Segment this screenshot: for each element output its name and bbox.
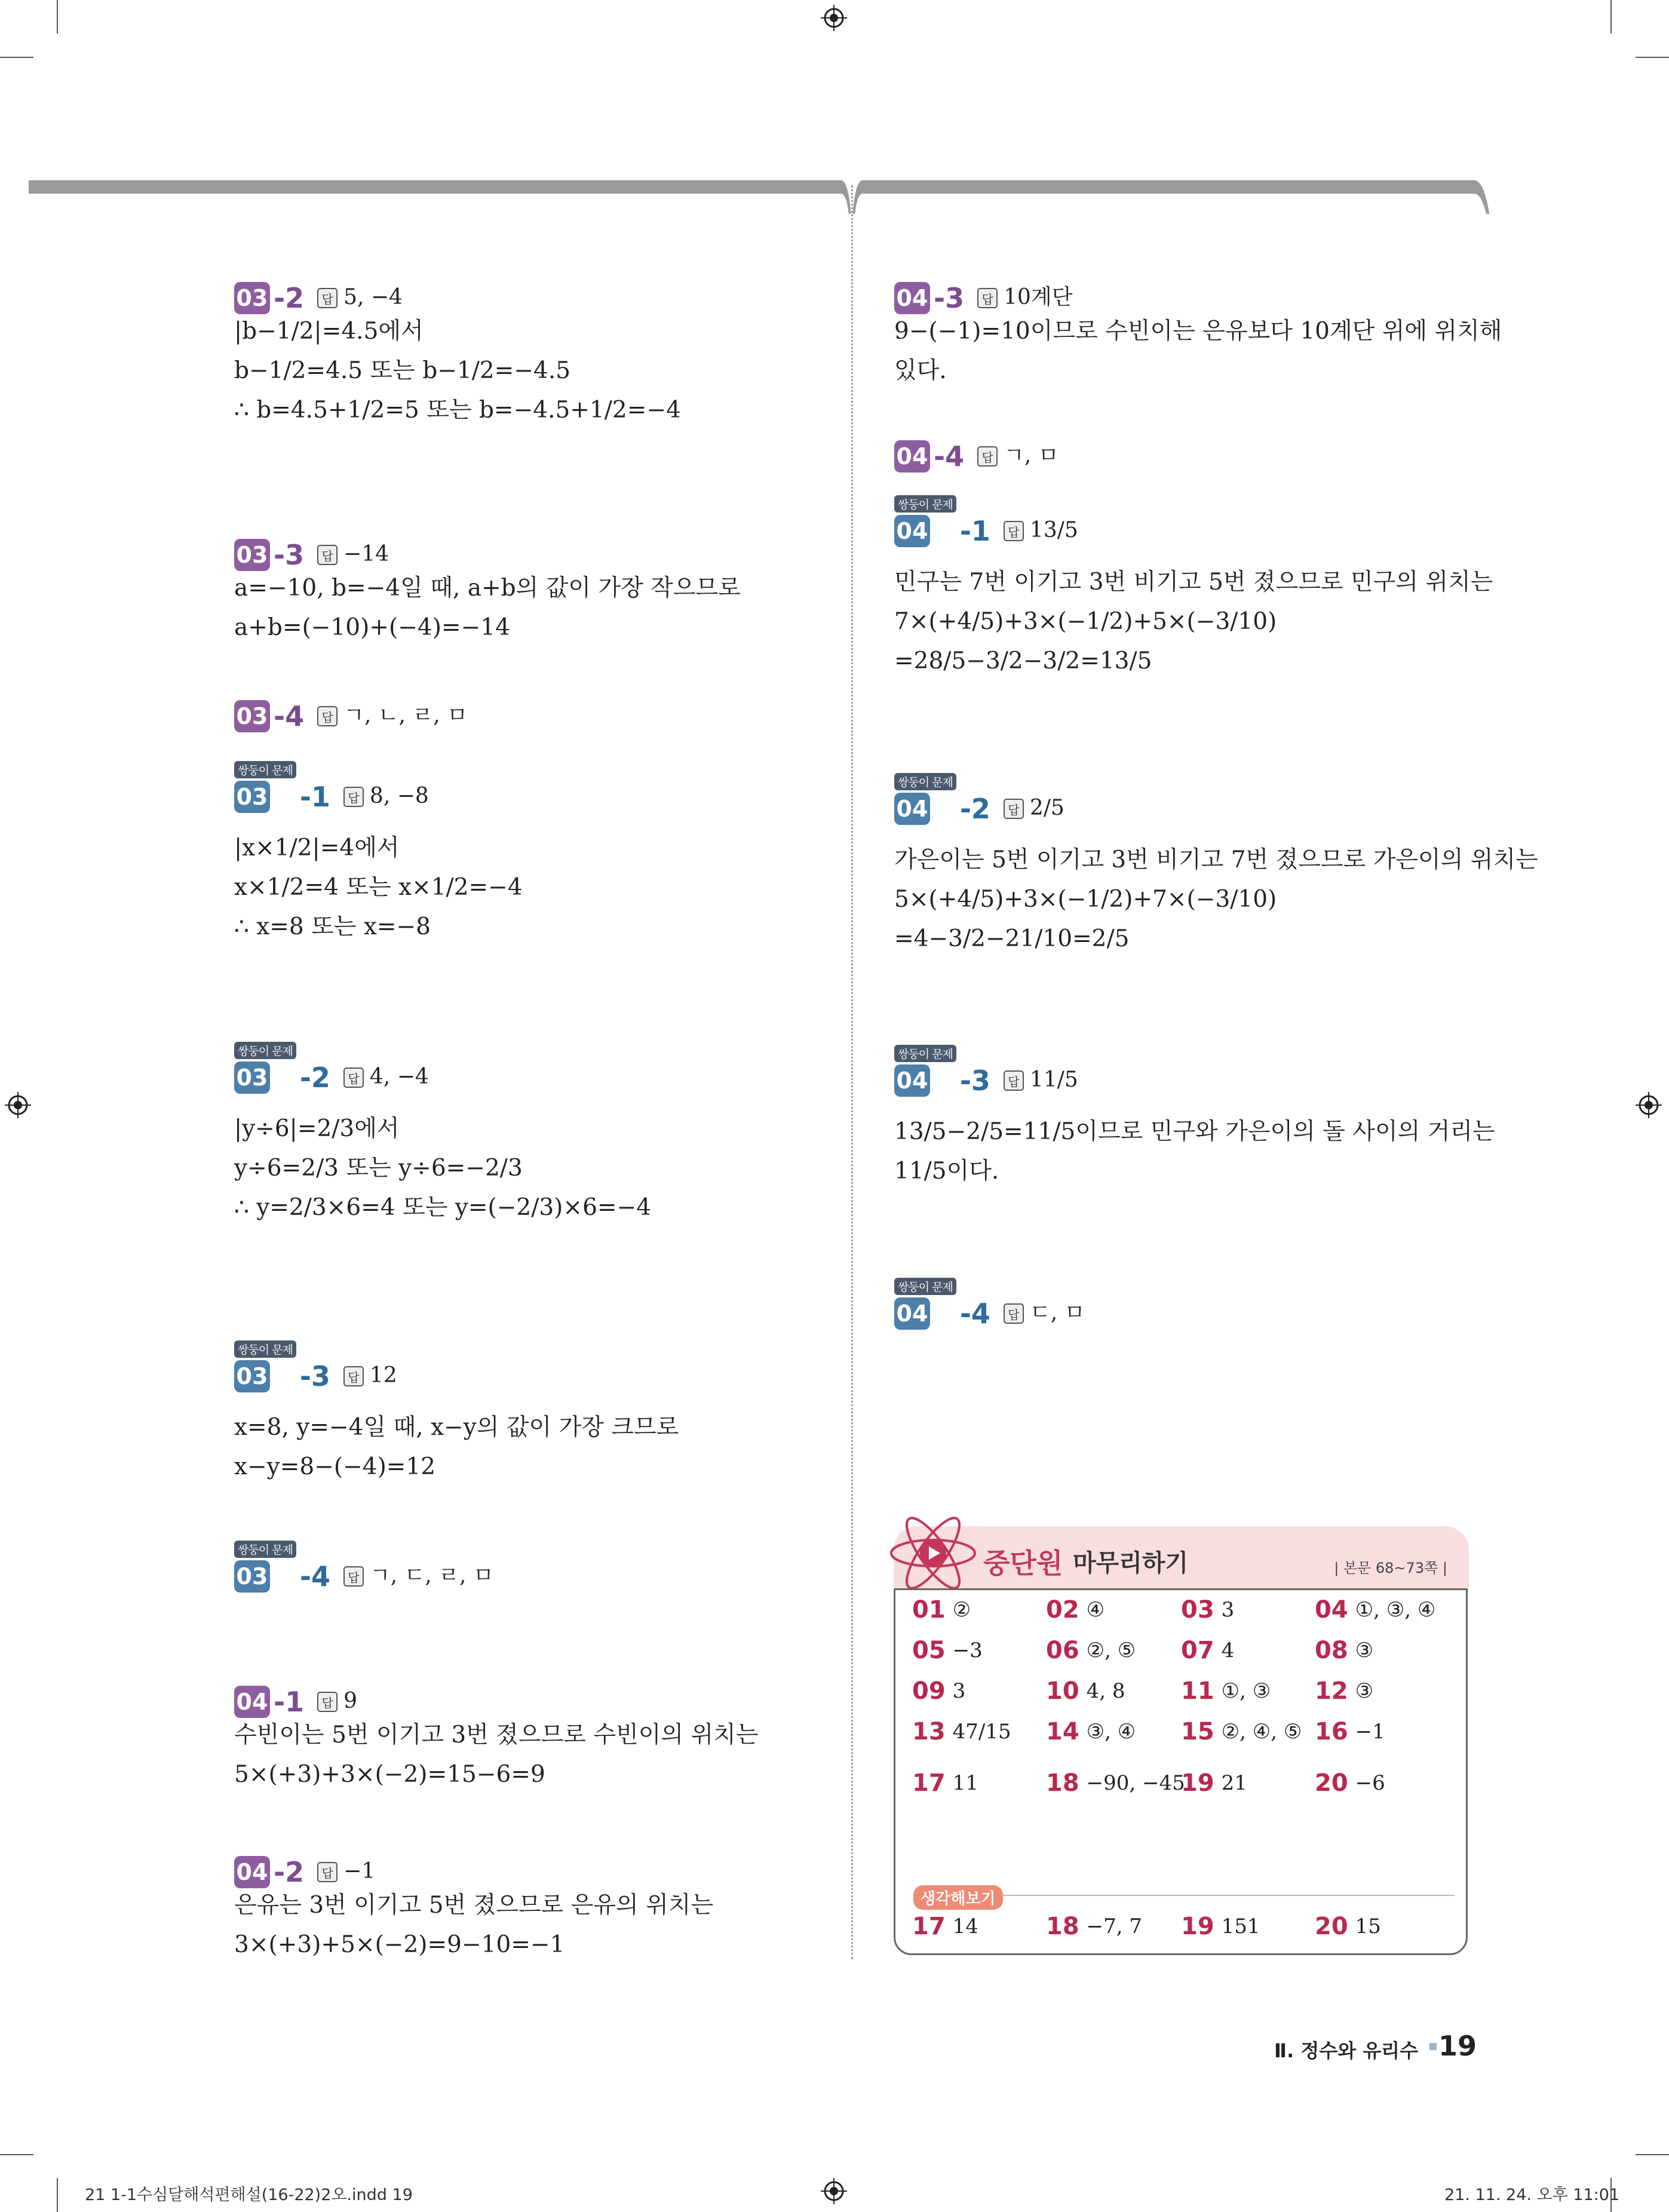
problem-number: 03 [234,1360,270,1392]
summary-item-answer: 4 [1221,1639,1235,1662]
problem-badge [894,282,930,314]
solution-line: 민구는 7번 이기고 3번 비기고 5번 졌으므로 민구의 위치는 [894,569,1493,596]
summary-item [1181,1637,1234,1664]
twin-problem-tag: 쌍둥이 문제 [894,1045,956,1062]
think-item-answer: −7, 7 [1086,1915,1143,1938]
summary-item [1315,1596,1435,1624]
crop-mark [1610,0,1612,33]
problem-number: 03 [234,1061,270,1094]
problem-header [234,1343,397,1392]
problem-number: 04 [894,1297,930,1330]
problem-subnumber: -3 [299,1360,330,1392]
problem-badge [894,1278,956,1330]
problem-number: 04 [894,282,930,314]
summary-item [912,1596,971,1624]
summary-title-a: 중단원 [983,1547,1063,1579]
problem-subnumber: -1 [959,515,990,547]
summary-item [912,1769,978,1797]
crop-mark [1636,2154,1669,2155]
problem-header [894,776,1064,825]
twin-problem-tag: 쌍둥이 문제 [234,1541,296,1558]
problem-header [234,269,403,314]
problem-badge [234,1856,270,1888]
solution-line: y÷6=2/3 또는 y÷6=−2/3 [234,1155,523,1182]
think-item [1315,1913,1381,1940]
solution-line: 9−(−1)=10이므로 수빈이는 은유보다 10계단 위에 위치해 [894,318,1502,345]
problem-number: 04 [894,793,930,825]
answer-text: 8, −8 [369,784,429,808]
summary-item-number: 06 [1046,1637,1079,1664]
summary-item-answer: ② [952,1598,971,1622]
column-divider [851,185,853,1959]
solution-line: 13/5−2/5=11/5이므로 민구와 가은이의 돌 사이의 거리는 [894,1118,1495,1145]
problem-badge [234,700,270,732]
problem-number: 04 [234,1856,270,1888]
problem-subnumber: -3 [959,1064,990,1097]
summary-item-number: 13 [912,1718,946,1745]
twin-problem-tag: 쌍둥이 문제 [894,495,956,513]
problem-subnumber: -2 [274,282,305,314]
solution-line: ∴ b=4.5+1/2=5 또는 b=−4.5+1/2=−4 [234,397,681,424]
solution-line: b−1/2=4.5 또는 b−1/2=−4.5 [234,357,571,384]
answer-text: −1 [343,1859,376,1883]
summary-item [1046,1677,1125,1705]
answer-icon: 답 [1004,521,1024,541]
answer-icon: 답 [317,1862,338,1882]
solution-line: x−y=8−(−4)=12 [234,1453,436,1480]
slug-timestamp: 21. 11. 24. 오후 11:01 [1444,2186,1620,2204]
chapter-title: Ⅱ. 정수와 유리수 [1274,2039,1418,2062]
summary-item-number: 07 [1181,1637,1214,1664]
crop-mark [57,0,58,33]
summary-item-answer: −1 [1355,1720,1385,1744]
twin-problem-tag: 쌍둥이 문제 [234,1340,296,1358]
problem-badge [894,773,956,825]
summary-item-answer: ②, ④, ⑤ [1221,1720,1302,1744]
problem-number: 04 [894,1064,930,1097]
summary-item-number: 15 [1181,1718,1214,1745]
problem-subnumber: -1 [274,1686,305,1718]
answer-icon: 답 [343,1067,364,1088]
answer-icon: 답 [343,1566,364,1587]
summary-reference: | 본문 68~73쪽 | [1334,1560,1447,1576]
answer-text: 11/5 [1029,1067,1078,1092]
think-item-answer: 15 [1355,1915,1381,1938]
answer-text: 5, −4 [343,285,403,309]
problem-number: 04 [234,1686,270,1718]
summary-item [1181,1596,1234,1624]
problem-badge [894,495,956,547]
crop-mark [0,2154,33,2155]
summary-item-answer: ①, ③ [1221,1679,1271,1703]
summary-item-number: 12 [1315,1677,1348,1705]
summary-item-answer: ④ [1086,1598,1105,1622]
problem-number: 03 [234,539,270,571]
summary-item-number: 10 [1046,1677,1079,1705]
summary-item [1315,1769,1385,1797]
problem-number: 04 [894,515,930,547]
solution-line: ∴ y=2/3×6=4 또는 y=(−2/3)×6=−4 [234,1194,652,1221]
problem-header [234,687,468,732]
answer-icon: 답 [977,288,998,308]
solution-line: 11/5이다. [894,1158,999,1185]
problem-header [234,1673,357,1718]
solution-line: x×1/2=4 또는 x×1/2=−4 [234,874,523,901]
summary-item-answer: −3 [952,1639,983,1662]
answer-icon: 답 [343,1366,364,1386]
summary-item-answer: 3 [952,1679,966,1703]
summary-title-b: 마무리하기 [1073,1550,1189,1577]
summary-item-number: 19 [1181,1769,1214,1797]
summary-item-answer: ③, ④ [1086,1720,1136,1744]
summary-item-answer: 4, 8 [1086,1679,1125,1703]
solution-line: a=−10, b=−4일 때, a+b의 값이 가장 작으므로 [234,575,741,602]
think-item [912,1913,978,1940]
answer-text: ㄱ, ㅁ [1004,443,1059,468]
summary-item [912,1637,983,1664]
answer-text: ㄷ, ㅁ [1029,1300,1085,1325]
answer-text: 12 [369,1363,397,1388]
summary-item-answer: ③ [1355,1679,1374,1703]
problem-number: 03 [234,781,270,813]
summary-item [1046,1637,1136,1664]
summary-item [912,1677,965,1705]
answer-icon: 답 [343,787,364,807]
summary-item [1315,1637,1373,1664]
solution-line: a+b=(−10)+(−4)=−14 [234,614,510,641]
solution-line: 5×(+4/5)+3×(−1/2)+7×(−3/10) [894,886,1277,913]
problem-header [894,1281,1085,1330]
problem-subnumber: -2 [959,793,990,825]
think-item-answer: 14 [952,1915,978,1938]
problem-header [234,1544,494,1593]
page-frame-line [29,178,1498,214]
crop-mark [0,57,33,58]
registration-mark-icon [5,1092,31,1118]
problem-subnumber: -4 [299,1560,330,1593]
summary-item [1181,1718,1302,1745]
twin-problem-tag: 쌍둥이 문제 [894,773,956,790]
summary-answers [894,1588,1468,1955]
summary-item [1181,1769,1247,1797]
answer-icon: 답 [317,706,338,726]
answer-icon: 답 [1004,1303,1024,1324]
problem-number: 04 [894,440,930,473]
summary-item-number: 04 [1315,1596,1348,1624]
problem-badge [234,539,270,571]
answer-icon: 답 [317,1692,338,1712]
summary-box [894,1526,1469,1954]
problem-subnumber: -1 [299,781,330,813]
summary-item-answer: ①, ③, ④ [1355,1598,1436,1622]
problem-badge [234,1340,296,1392]
solution-line: |x×1/2|=4에서 [234,835,400,861]
problem-badge [234,1541,296,1593]
solution-line: =28/5−3/2−3/2=13/5 [894,648,1152,674]
twin-problem-tag: 쌍둥이 문제 [234,1042,296,1059]
summary-item-number: 02 [1046,1596,1079,1624]
summary-item-number: 18 [1046,1769,1079,1797]
summary-item-answer: 11 [952,1771,978,1795]
answer-icon: 답 [977,446,998,467]
think-label: 생각해보기 [913,1885,1003,1910]
problem-header [894,498,1078,547]
slug-filename: 21 1-1수심달해석편해설(16-22)2오.indd 19 [85,2186,413,2204]
summary-item-number: 09 [912,1677,946,1705]
answer-text: 10계단 [1004,285,1073,309]
summary-item-answer: −90, −45 [1086,1771,1185,1795]
problem-subnumber: -2 [299,1061,330,1094]
summary-item [1046,1769,1185,1797]
summary-item-answer: 47/15 [952,1720,1011,1744]
summary-item-number: 03 [1181,1596,1214,1624]
summary-item-number: 16 [1315,1718,1348,1745]
problem-header [894,427,1059,473]
think-item-number: 19 [1181,1913,1214,1940]
think-item-number: 17 [912,1913,946,1940]
problem-header [894,1048,1078,1097]
summary-item [1046,1718,1136,1745]
twin-problem-tag: 쌍둥이 문제 [894,1278,956,1295]
summary-item-answer: 3 [1221,1598,1235,1622]
problem-badge [894,1045,956,1097]
problem-badge [894,440,930,473]
think-item-answer: 151 [1221,1915,1260,1938]
think-item-number: 20 [1315,1913,1348,1940]
solution-line: ∴ x=8 또는 x=−8 [234,913,431,940]
think-divider [1001,1895,1455,1896]
problem-badge [234,761,296,813]
solution-line: 있다. [894,357,947,384]
page-number: 19 [1438,2030,1477,2062]
solution-line: |b−1/2|=4.5에서 [234,318,424,345]
summary-item-number: 05 [912,1637,946,1664]
summary-item-number: 11 [1181,1677,1214,1705]
problem-subnumber: -2 [274,1856,305,1888]
registration-mark-icon [821,2178,847,2204]
summary-item-answer: ③ [1355,1639,1374,1662]
crop-mark [57,2178,58,2212]
registration-mark-icon [1636,1092,1662,1118]
summary-item [1315,1718,1385,1745]
summary-item-number: 01 [912,1596,946,1624]
problem-header [234,526,389,571]
summary-item-answer: −6 [1355,1771,1385,1795]
solution-line: 수빈이는 5번 이기고 3번 졌으므로 수빈이의 위치는 [234,1722,759,1748]
problem-header [894,269,1072,314]
atom-icon [885,1514,981,1592]
problem-subnumber: -4 [274,700,305,732]
answer-icon: 답 [317,288,338,308]
summary-item-number: 20 [1315,1769,1348,1797]
problem-badge [234,282,270,314]
problem-number: 03 [234,700,270,732]
answer-icon: 답 [317,545,338,565]
crop-mark [1636,57,1669,58]
solution-line: |y÷6|=2/3에서 [234,1115,400,1142]
summary-item [912,1718,1011,1745]
registration-mark-icon [821,5,847,31]
problem-header [234,1045,429,1094]
answer-icon: 답 [1004,1070,1024,1091]
answer-text: −14 [343,542,389,566]
solution-line: =4−3/2−21/10=2/5 [894,925,1130,952]
solution-line: 가은이는 5번 이기고 3번 비기고 7번 졌으므로 가은이의 위치는 [894,846,1538,873]
summary-item-number: 17 [912,1769,946,1797]
answer-text: 9 [343,1689,358,1713]
problem-badge [234,1042,296,1094]
solution-line: 5×(+3)+3×(−2)=15−6=9 [234,1761,545,1788]
answer-text: 4, −4 [369,1064,429,1089]
twin-problem-tag: 쌍둥이 문제 [234,761,296,778]
answer-text: 13/5 [1029,518,1078,542]
summary-item-answer: ②, ⑤ [1086,1639,1136,1662]
problem-number: 03 [234,282,270,314]
problem-header [234,764,429,813]
solution-line: x=8, y=−4일 때, x−y의 값이 가장 크므로 [234,1414,679,1441]
summary-header [894,1526,1469,1592]
think-item [1046,1913,1142,1940]
problem-number: 03 [234,1560,270,1593]
summary-item [1046,1596,1105,1624]
summary-item-number: 14 [1046,1718,1079,1745]
answer-text: 2/5 [1029,796,1064,820]
solution-line: 은유는 3번 이기고 5번 졌으므로 은유의 위치는 [234,1892,714,1919]
solution-line: 7×(+4/5)+3×(−1/2)+5×(−3/10) [894,608,1277,635]
problem-subnumber: -4 [934,440,965,473]
summary-item [1315,1677,1373,1705]
problem-header [234,1843,375,1888]
answer-text: ㄱ, ㄴ, ㄹ, ㅁ [343,703,468,728]
problem-subnumber: -3 [274,539,305,571]
problem-subnumber: -4 [959,1297,990,1330]
answer-text: ㄱ, ㄷ, ㄹ, ㅁ [369,1563,494,1588]
problem-subnumber: -3 [934,282,965,314]
think-item [1181,1913,1260,1940]
footer-bullet [1429,2043,1437,2050]
solution-line: 3×(+3)+5×(−2)=9−10=−1 [234,1931,565,1958]
think-item-number: 18 [1046,1913,1079,1940]
answer-icon: 답 [1004,799,1024,819]
summary-item [1181,1677,1271,1705]
summary-item-answer: 21 [1221,1771,1247,1795]
summary-item-number: 08 [1315,1637,1348,1664]
problem-badge [234,1686,270,1718]
